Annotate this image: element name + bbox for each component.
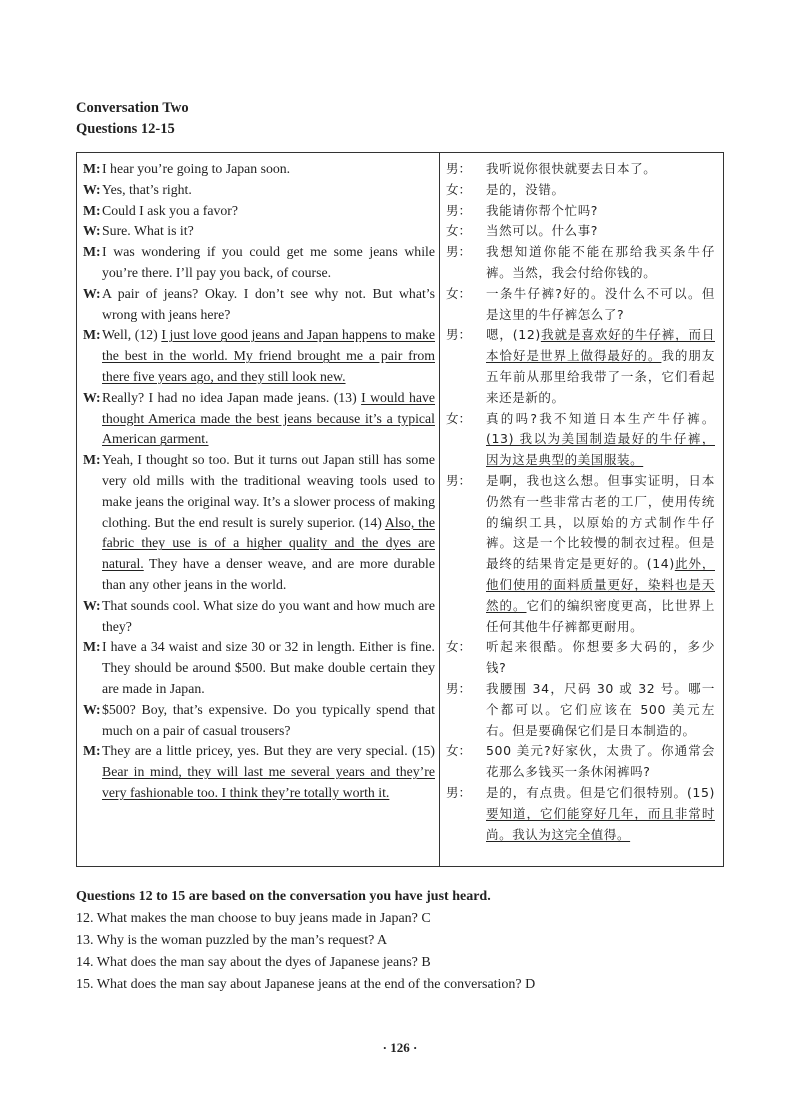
text-segment: 嗯，(12) (486, 327, 541, 343)
dialogue-turn (446, 325, 715, 408)
dialogue-text (102, 637, 435, 699)
dialogue-text (486, 284, 715, 326)
chinese-transcript-column (440, 153, 724, 867)
text-segment: Well, (12) (102, 327, 162, 343)
text-segment: 它们的编织密度更高，比世界上任何其他牛仔裤都更耐用。 (486, 597, 715, 634)
speaker-label: 女： (446, 743, 472, 759)
dialogue-turn (83, 637, 435, 699)
speaker-label: 男： (446, 161, 472, 176)
text-segment: Sure. What is it? (102, 223, 194, 239)
dialogue-text (486, 637, 715, 679)
dialogue-text (102, 284, 435, 326)
text-segment: They are a little pricey, yes. But they are very special. (15) (102, 743, 435, 759)
dialogue-turn (446, 409, 715, 471)
speaker-label: W: (83, 181, 101, 197)
text-segment: 我能请你帮个忙吗? (486, 202, 599, 218)
text-segment: A pair of jeans? Okay. I don’t see why not. But what’s wrong with jeans here? (102, 285, 435, 322)
text-segment: I hear you’re going to Japan soon. (102, 161, 291, 176)
dialogue-turn (83, 450, 435, 596)
speaker-label: M: (83, 639, 101, 655)
speaker-label: M: (83, 202, 101, 218)
speaker-label: 男： (446, 784, 472, 800)
section-subtitle: Questions 12-15 (76, 121, 175, 137)
dialogue-turn (83, 388, 435, 450)
dialogue-turn (446, 180, 715, 201)
conversation-table (76, 152, 724, 867)
section-title: Conversation Two (76, 100, 189, 116)
speaker-label: W: (83, 389, 101, 405)
speaker-label: W: (83, 285, 101, 301)
dialogue-text (102, 596, 435, 638)
text-segment: 我想知道你能不能在那给我买条牛仔裤。当然，我会付给你钱的。 (486, 244, 715, 280)
speaker-label: 男： (446, 680, 472, 696)
dialogue-text (102, 700, 435, 742)
text-segment: 我腰围 34，尺码 30 或 32 号。哪一个都可以。它们应该在 500 美元左右。但是要确保它们是日本制造的。 (486, 680, 715, 738)
dialogue-turn (83, 596, 435, 638)
text-segment: Could I ask you a favor? (102, 202, 239, 218)
text-segment: 500 美元?好家伙，太贵了。你通常会花那么多钱买一条休闲裤吗? (486, 743, 715, 780)
speaker-label: W: (83, 701, 101, 717)
dialogue-text (102, 325, 435, 387)
dialogue-text (102, 450, 435, 596)
question-item: 14. What does the man say about the dyes of Japanese jeans? B (76, 955, 431, 970)
question-item: 15. What does the man say about Japanese jeans at the end of the conversation? D (76, 977, 536, 992)
text-segment: I have a 34 waist and size 30 or 32 in length. Either is fine. They should be around $500. But make double certain they are made in Japan. (102, 639, 435, 696)
text-segment: 我听说你很快就要去日本了。 (486, 161, 657, 176)
dialogue-text (102, 388, 435, 450)
speaker-label: 男： (446, 244, 472, 260)
dialogue-text (486, 201, 715, 222)
text-segment: That sounds cool. What size do you want and how much are they? (102, 597, 435, 634)
speaker-label: M: (83, 743, 101, 759)
dialogue-turn (446, 221, 715, 242)
dialogue-text (102, 201, 435, 222)
text-segment: Really? I had no idea Japan made jeans. (13) (102, 389, 362, 405)
dialogue-text (486, 409, 715, 471)
text-segment: Yeah, I thought so too. But it turns out Japan still has some very old mills with the traditional weaving tools used to make jeans the original way. It’s a slower process of making clothing. But the end result is surely superior. (14) (102, 452, 435, 530)
dialogue-text (486, 325, 715, 408)
dialogue-turn (83, 741, 435, 803)
text-segment: 一条牛仔裤?好的。没什么不可以。但是这里的牛仔裤怎么了? (486, 285, 715, 322)
answer-key-underline: 要知道，它们能穿好几年，而且非常时尚。我认为这完全值得。 (486, 805, 715, 842)
speaker-label: 男： (446, 202, 472, 218)
dialogue-turn (83, 700, 435, 742)
speaker-label: 男： (446, 472, 472, 488)
speaker-label: W: (83, 597, 101, 613)
dialogue-text (486, 471, 715, 637)
speaker-label: 女： (446, 285, 472, 301)
speaker-label: M: (83, 327, 101, 343)
speaker-label: 男： (446, 327, 472, 343)
dialogue-turn (446, 284, 715, 326)
dialogue-turn (446, 741, 715, 783)
text-segment: 我的朋友五年前从那里给我带了一条，它们看起来还是新的。 (486, 348, 715, 405)
speaker-label: M: (83, 452, 101, 468)
answer-key-underline: Also, the fabric they use is of a higher quality and the dyes are natural. (102, 514, 435, 572)
dialogue-text (102, 221, 435, 242)
dialogue-text (486, 679, 715, 741)
speaker-label: 女： (446, 181, 472, 197)
dialogue-text (102, 159, 435, 180)
dialogue-turn (83, 180, 435, 201)
text-segment: $500? Boy, that’s expensive. Do you typically spend that much on a pair of casual trousers? (102, 701, 435, 738)
dialogue-turn (446, 637, 715, 679)
question-item: 13. Why is the woman puzzled by the man’s request? A (76, 933, 388, 948)
dialogue-turn (446, 679, 715, 741)
text-segment: I was wondering if you could get me some jeans while you’re there. I’ll pay you back, of course. (102, 244, 435, 280)
dialogue-turn (83, 242, 435, 284)
dialogue-turn (83, 325, 435, 387)
speaker-label: M: (83, 161, 101, 176)
text-segment: 真的吗?我不知道日本生产牛仔裤。 (486, 410, 715, 426)
text-segment: They have a denser weave, and are more durable than any other jeans in the world. (102, 556, 435, 592)
answer-key-underline: Bear in mind, they will last me several years and they’re very fashionable too. I think they’re totally worth it. (102, 764, 435, 800)
text-segment: 当然可以。什么事? (486, 223, 599, 239)
answer-key-underline: I just love good jeans and Japan happens to make the best in the world. My friend brought me a pair from there five years ago, and they still look new. (102, 327, 436, 384)
dialogue-turn (446, 783, 715, 845)
dialogue-text (486, 242, 715, 284)
page-number: · 126 · (382, 1040, 418, 1055)
dialogue-turn (83, 221, 435, 242)
dialogue-text (486, 180, 715, 201)
question-item: 12. What makes the man choose to buy jeans made in Japan? C (76, 911, 431, 926)
speaker-label: 女： (446, 410, 472, 426)
questions-section (76, 886, 736, 996)
speaker-label: 女： (446, 639, 472, 655)
dialogue-turn (446, 159, 715, 180)
dialogue-text (102, 180, 435, 201)
speaker-label: 女： (446, 223, 472, 239)
speaker-label: W: (83, 223, 101, 239)
dialogue-turn (83, 159, 435, 180)
text-segment: 是的，有点贵。但是它们很特别。(15) (486, 784, 715, 800)
text-segment: 听起来很酷。你想要多大码的，多少钱? (486, 639, 715, 676)
answer-key-underline: 我就是喜欢好的牛仔裤，而日本恰好是世界上做得最好的。 (486, 327, 715, 364)
dialogue-turn (446, 242, 715, 284)
english-transcript-column (77, 153, 440, 867)
dialogue-turn (83, 201, 435, 222)
dialogue-text (486, 741, 715, 783)
dialogue-text (486, 159, 715, 180)
text-segment: 是啊，我也这么想。但事实证明，日本仍然有一些非常古老的工厂，使用传统的编织工具，以原始的方式制作牛仔裤。这是一个比较慢的制衣过程。但是最终的结果肯定是更好的。(14) (486, 472, 715, 572)
dialogue-turn (446, 471, 715, 637)
questions-heading: Questions 12 to 15 are based on the conversation you have just heard. (76, 889, 491, 904)
speaker-label: M: (83, 244, 101, 260)
answer-key-underline: (13) 我以为美国制造最好的牛仔裤，因为这是典型的美国服装。 (486, 431, 715, 468)
answer-key-underline: I would have thought America made the best jeans because it’s a typical American garment. (102, 389, 436, 447)
dialogue-turn (446, 201, 715, 222)
dialogue-turn (83, 284, 435, 326)
dialogue-text (486, 221, 715, 242)
answer-key-underline: 此外，他们使用的面料质量更好，染料也是天然的。 (486, 556, 715, 613)
dialogue-text (102, 741, 435, 803)
dialogue-text (102, 242, 435, 284)
dialogue-text (486, 783, 715, 845)
text-segment: 是的，没错。 (486, 181, 565, 197)
text-segment: Yes, that’s right. (102, 181, 192, 197)
